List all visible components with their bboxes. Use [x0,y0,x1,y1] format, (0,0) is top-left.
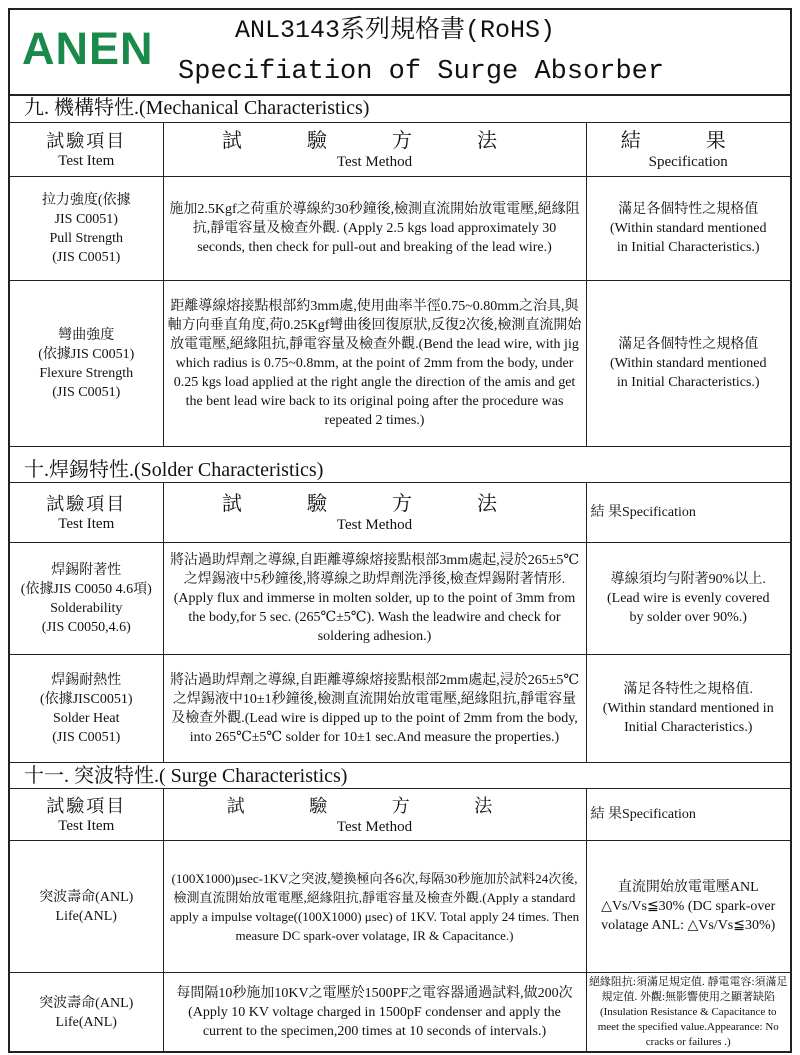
table-header-row [10,483,790,543]
section-title-mechanical: 九. 機構特性.(Mechanical Characteristics) [24,97,370,119]
section-title-surge: 十一. 突波特性.( Surge Characteristics) [24,765,348,787]
specification-cell: 滿足各個特性之規格值 (Within standard mentioned in Initial Characteristics.) [586,177,790,281]
header-test-method: 試 驗 方 法 Test Method [163,483,586,543]
test-item-cell: 突波壽命(ANL) Life(ANL) [10,841,163,973]
test-method-cell: 每間隔10秒施加10KV之電壓於1500PF之電容器通過試料,做200次(Apply 10 KV voltage charged in 1500pF condenser and apply the current to the specimen,200 times at 10 seconds of intervals.) [163,973,586,1053]
title-english: Specifiation of Surge Absorber [178,57,665,87]
test-method-cell: 將沾過助焊劑之導線,自距離導線熔接點根部2mm處起,浸於265±5℃之焊錫液中10±1秒鐘後,檢測直流開始放電電壓,絕緣阻抗,靜電容量及檢查外觀.(Lead wire is dipped up to the point of 2mm from the body, into 265℃±5℃ solder for 10±1 sec.And measure the properties.) [163,655,586,763]
header-specification: 結 果Specification [586,483,790,543]
title-chinese: ANL3143系列規格書(RoHS) [235,16,556,45]
specification-cell: 導線須均勻附著90%以上. (Lead wire is evenly covered by solder over 90%.) [586,543,790,655]
header-specification: 結 果 Specification [586,123,790,177]
test-item-cell: 彎曲強度 (依據JIS C0051) Flexure Strength (JIS C0051) [10,281,163,447]
table-row [10,543,790,655]
header-test-method: 試 驗 方 法 Test Method [163,123,586,177]
header-test-item: 試驗項目 Test Item [10,483,163,543]
test-item-cell: 焊錫附著性 (依據JIS C0050 4.6項) Solderability (JIS C0050,4.6) [10,543,163,655]
table-header-row [10,123,790,177]
table-row [10,655,790,763]
table-header-row [10,789,790,841]
test-item-cell: 焊錫耐熱性 (依據JISC0051) Solder Heat (JIS C0051) [10,655,163,763]
anen-logo: ANEN [22,23,154,74]
header-test-method: 試 驗 方 法 Test Method [163,789,586,841]
header-test-item: 試驗項目 Test Item [10,123,163,177]
table-row [10,973,790,1053]
test-item-cell: 突波壽命(ANL) Life(ANL) [10,973,163,1053]
section-title-solder: 十.焊錫特性.(Solder Characteristics) [24,459,324,481]
test-method-cell: 施加2.5Kgf之荷重於導線約30秒鐘後,檢測直流開始放電電壓,絕緣阻抗,靜電容量及檢查外觀. (Apply 2.5 kgs load approximately 30 seconds, then check for pull-out and breaking of the lead wire.) [163,177,586,281]
test-method-cell: 將沾過助焊劑之導線,自距離導線熔接點根部3mm處起,浸於265±5℃之焊錫液中5秒鐘後,將導線之助焊劑洗淨後,檢查焊錫附著情形.(Apply flux and immerse in molten solder, up to the point of 3mm from the body,for 5 sec. (265℃±5℃). Wash the leadwire and check for soldering adhesion.) [163,543,586,655]
surge-table [10,788,790,1053]
spec-sheet [8,8,792,1053]
solder-table [10,482,790,763]
specification-cell: 絕緣阻抗:須滿足規定值. 靜電電容:須滿足規定值. 外觀:無影響使用之顯著缺陷(Insulation Resistance & Capacitance to meet the specified value.Appearance: No cracks or failures .) [586,973,790,1053]
table-row [10,281,790,447]
test-method-cell: (100X1000)μsec-1KV之突波,變換極向各6次,每隔30秒施加於試料24次後,檢測直流開始放電電壓,絕緣阻抗,靜電容量及檢查外觀.(Apply a standard apply a impulse voltage((100X1000) μsec) of 1KV. Total apply 24 times. Then measure DC spark-over volatage, IR & Capacitance.) [163,841,586,973]
test-method-cell: 距離導線熔接點根部約3mm處,使用曲率半徑0.75~0.80mm之治具,與軸方向垂直角度,荷0.25Kgf彎曲後回復原狀,反復2次後,檢測直流開始放電電壓,絕緣阻抗,靜電容量及檢查外觀.(Bend the lead wire, with jig which radius is 0.75~0.8mm, at the point of 2mm from the body, under 0.25 kgs load applied at the right angle the direction of the amis and get the bent lead wire back to its original poing after the procedure was repeated 2 times.) [163,281,586,447]
document-header [10,10,790,96]
specification-cell: 直流開始放電電壓ANL △Vs/Vs≦30% (DC spark-over volatage ANL: △Vs/Vs≦30%) [586,841,790,973]
table-row [10,177,790,281]
specification-cell: 滿足各特性之規格值. (Within standard mentioned in Initial Characteristics.) [586,655,790,763]
header-specification: 結 果Specification [586,789,790,841]
mechanical-table [10,122,790,447]
specification-cell: 滿足各個特性之規格值 (Within standard mentioned in Initial Characteristics.) [586,281,790,447]
header-test-item: 試驗項目 Test Item [10,789,163,841]
test-item-cell: 拉力強度(依據 JIS C0051) Pull Strength (JIS C0051) [10,177,163,281]
table-row [10,841,790,973]
